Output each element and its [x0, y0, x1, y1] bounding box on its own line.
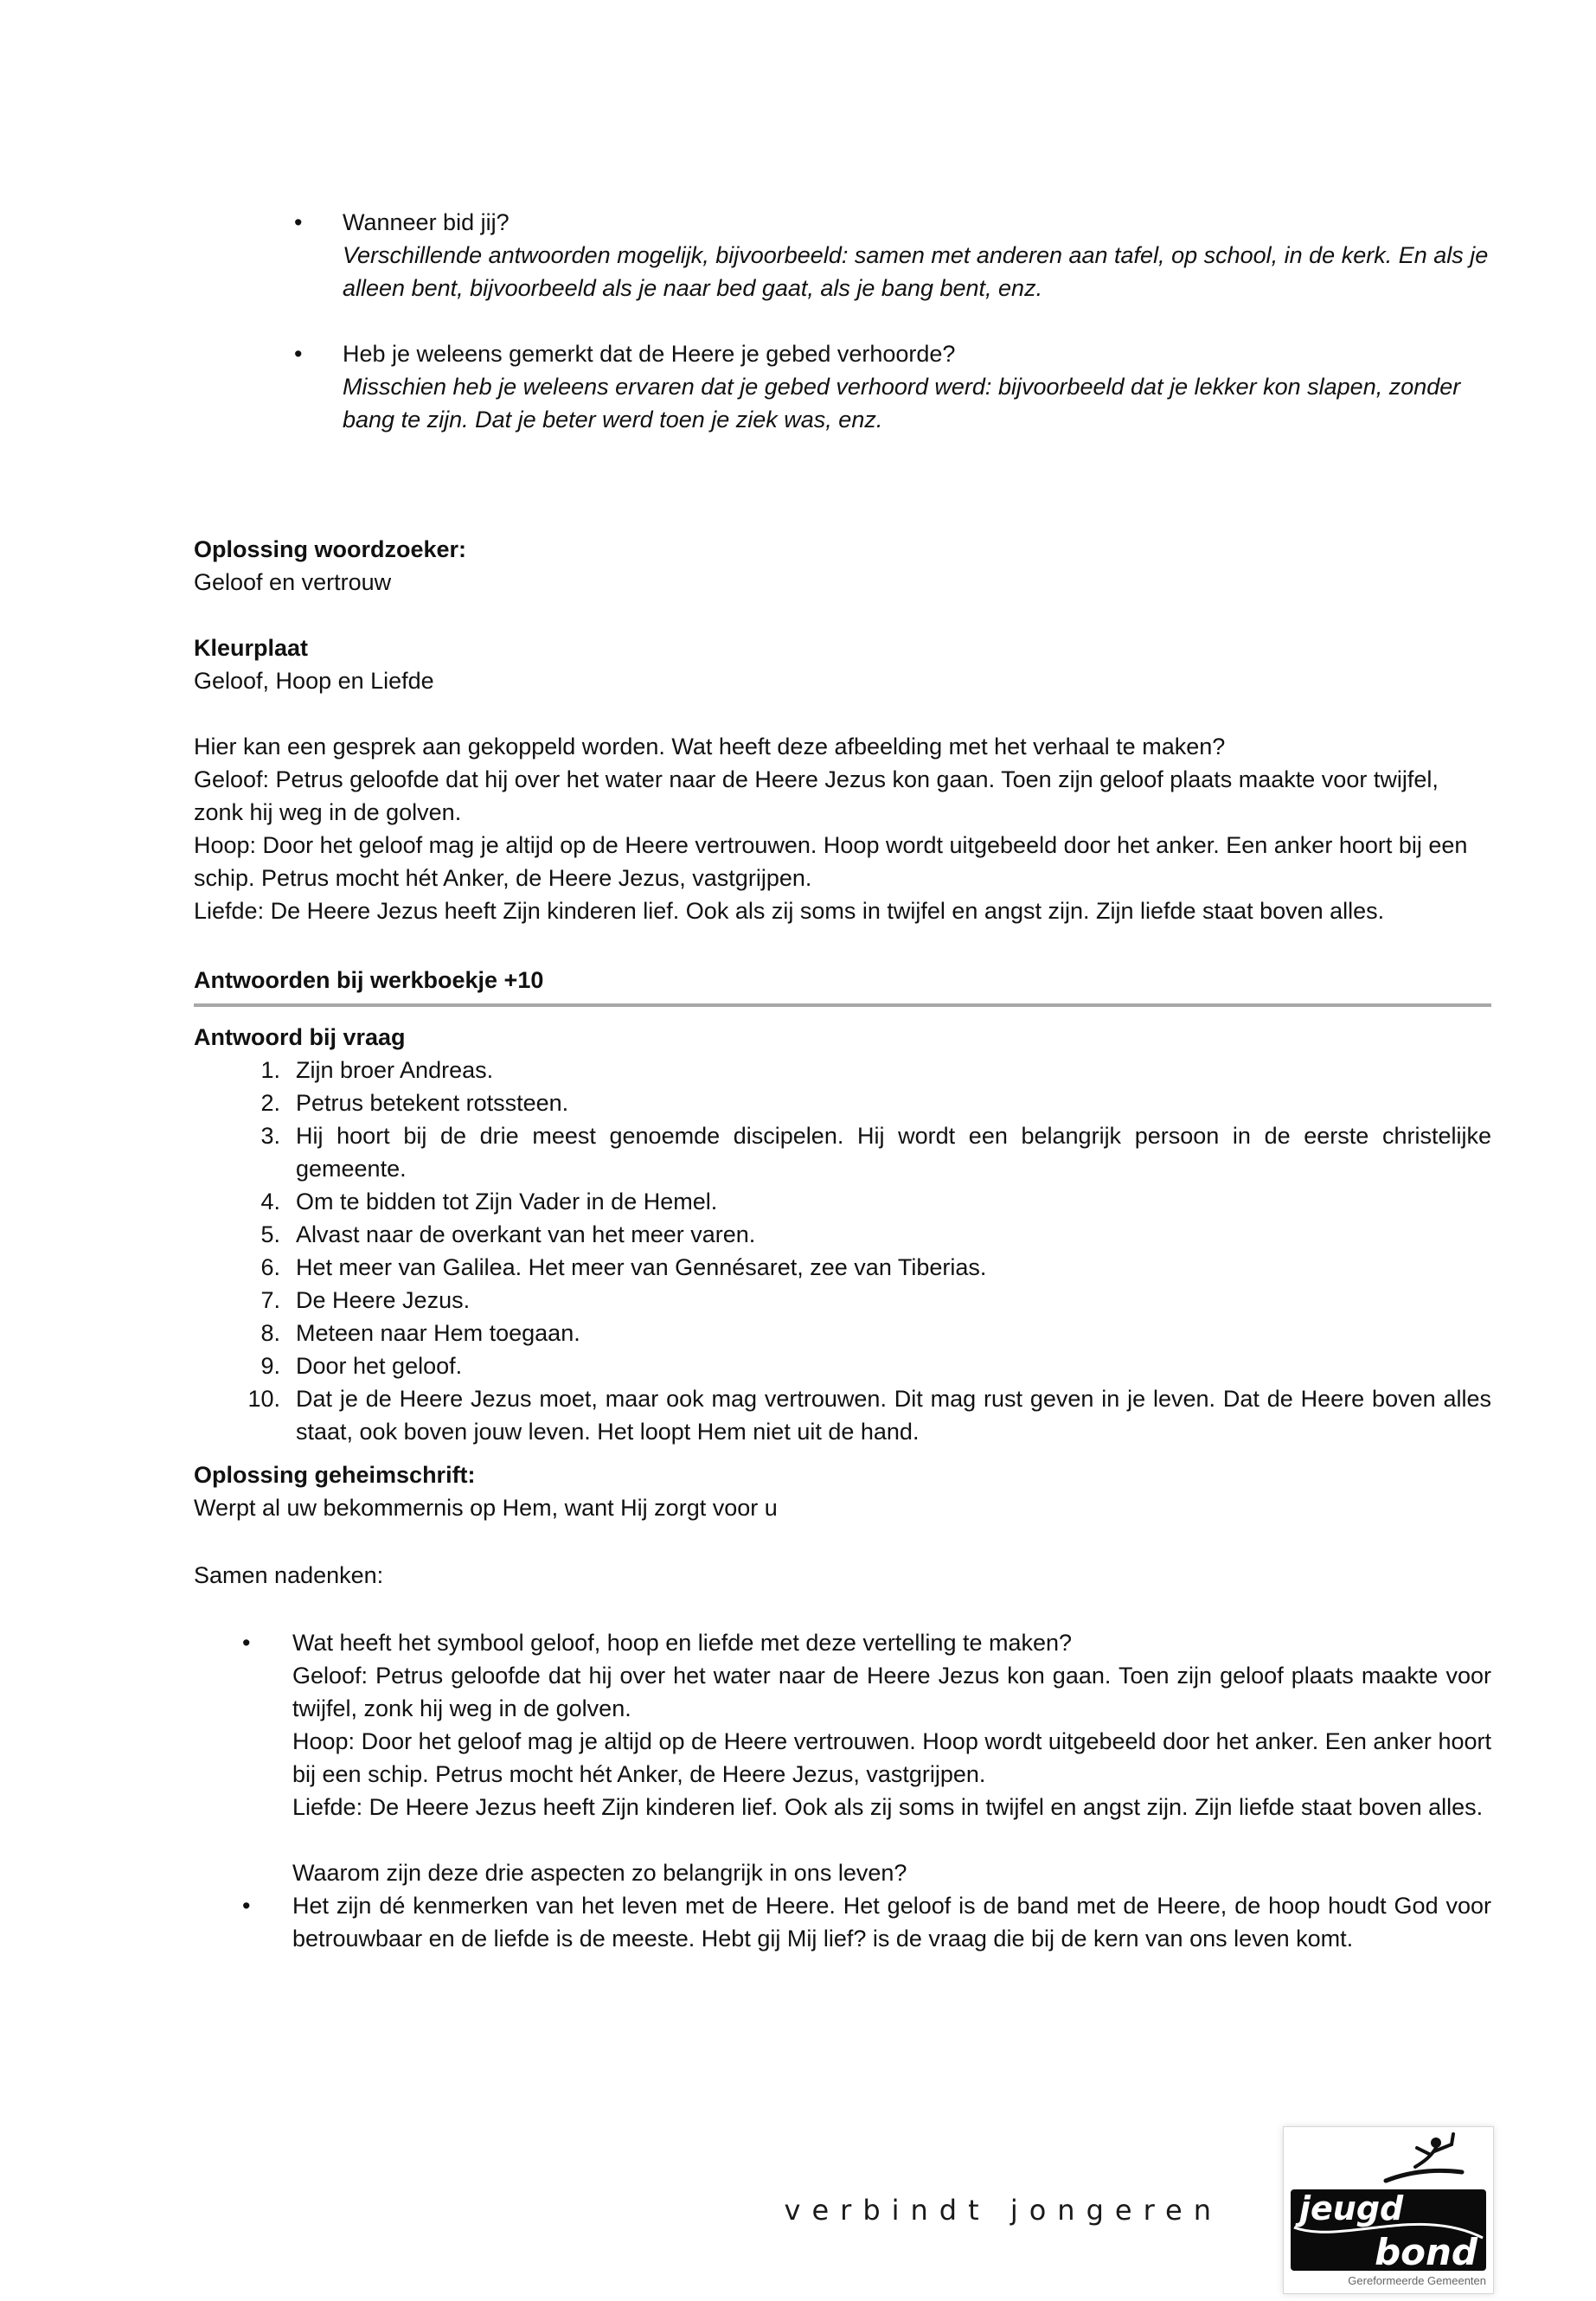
section-text: Werpt al uw bekommernis op Hem, want Hij zorgt voor u: [194, 1495, 778, 1521]
paragraph: Hoop: Door het geloof mag je altijd op de Heere vertrouwen. Hoop wordt uitgebeeld door het anker. Een anker hoort bij een schip. Petrus mocht hét Anker, de Heere Jezus, vastgrijpen.: [194, 832, 1468, 891]
tagline-text: verbindt jongeren: [784, 2194, 1222, 2227]
page-footer: [785, 2126, 1494, 2294]
section-geheimschrift: [194, 1458, 1491, 1524]
bullet-body: [292, 1626, 1491, 1823]
bullet-icon: •: [294, 209, 303, 235]
answer-item: [194, 1284, 1491, 1317]
divider-rule: [194, 1003, 1491, 1007]
model-answer-text: Misschien heb je weleens ervaren dat je gebed verhoord werd: bijvoorbeeld dat je lekker kon slapen, zonder bang te zijn. Dat je beter werd toen je ziek was, enz.: [343, 374, 1461, 433]
answer-number: 2.: [260, 1090, 280, 1116]
samen-nadenken-label: Samen nadenken:: [194, 1562, 384, 1588]
bullet-body: [292, 1889, 1491, 1955]
answer-item: [194, 1218, 1491, 1251]
section-antwoorden: [194, 1021, 1491, 1448]
answer-number: 8.: [260, 1320, 280, 1346]
answer-number: 4.: [260, 1189, 280, 1215]
answer-item: [194, 1251, 1491, 1284]
list-item: [294, 206, 1491, 304]
section-werkboekje: [194, 964, 1491, 1007]
answer-text: Het zijn dé kenmerken van het leven met de Heere. Het geloof is de band met de Heere, de hoop houdt God voor betrouwbaar en de liefde is de meeste. Hebt gij Mij lief? is de vraag die bij de kern van ons leven komt.: [292, 1893, 1491, 1952]
section-heading: Oplossing geheimschrift:: [194, 1462, 476, 1488]
answer-text: Door het geloof.: [296, 1353, 463, 1379]
paragraph: Liefde: De Heere Jezus heeft Zijn kinderen lief. Ook als zij soms in twijfel en angst zijn. Zijn liefde staat boven alles.: [194, 898, 1385, 924]
answer-item: [194, 1185, 1491, 1218]
answer-line: Geloof: Petrus geloofde dat hij over het water naar de Heere Jezus kon gaan. Toen zijn geloof plaats maakte voor twijfel, zonk hij weg in de golven.: [292, 1663, 1491, 1721]
answer-item: [194, 1317, 1491, 1349]
logo-subtext: Gereformeerde Gemeenten: [1348, 2274, 1486, 2287]
question-text: Heb je weleens gemerkt dat de Heere je gebed verhoorde?: [343, 341, 956, 367]
answer-item: [194, 1349, 1491, 1382]
paragraph: Geloof: Petrus geloofde dat hij over het water naar de Heere Jezus kon gaan. Toen zijn geloof plaats maakte voor twijfel, zonk hij weg in de golven.: [194, 766, 1439, 825]
section-woordzoeker: [194, 533, 1491, 599]
interlude-question: Waarom zijn deze drie aspecten zo belangrijk in ons leven?: [292, 1860, 907, 1886]
question-text: Wanneer bid jij?: [343, 209, 510, 235]
kleurplaat-discussion: [194, 730, 1491, 927]
section-heading: Kleurplaat: [194, 635, 309, 661]
list-item: [294, 337, 1491, 436]
bullet-icon: •: [242, 1893, 251, 1919]
numbered-answer-list: [194, 1054, 1491, 1448]
answer-text: Petrus betekent rotssteen.: [296, 1090, 569, 1116]
answer-item: [194, 1382, 1491, 1448]
question-text: Wat heeft het symbool geloof, hoop en liefde met deze vertelling te maken?: [292, 1630, 1073, 1656]
bullet-icon: •: [294, 341, 303, 367]
logo-text-bond: bond: [1375, 2231, 1477, 2271]
section-text: Geloof en vertrouw: [194, 569, 392, 595]
skier-figure-icon: [1356, 2132, 1486, 2188]
intro-bullet-list: [194, 206, 1491, 436]
answer-number: 9.: [260, 1353, 280, 1379]
answer-text: De Heere Jezus.: [296, 1287, 471, 1313]
list-item: [242, 1889, 1491, 1955]
answer-item: [194, 1086, 1491, 1119]
answer-text: Alvast naar de overkant van het meer varen.: [296, 1221, 756, 1247]
answer-number: 1.: [260, 1057, 280, 1083]
bullet-icon: •: [242, 1630, 251, 1656]
answer-line: Liefde: De Heere Jezus heeft Zijn kinderen lief. Ook als zij soms in twijfel en angst zijn. Zijn liefde staat boven alles.: [292, 1794, 1484, 1820]
list-item: [242, 1626, 1491, 1823]
logo-text-jeugd: jeugd: [1299, 2189, 1404, 2227]
answer-text: Dat je de Heere Jezus moet, maar ook mag vertrouwen. Dit mag rust geven in je leven. Dat de Heere boven alles staat, ook boven jouw leven. Het loopt Hem niet uit de hand.: [296, 1386, 1491, 1445]
answer-number: 3.: [260, 1123, 280, 1149]
bullet-body: [343, 206, 1491, 304]
answer-text: Het meer van Galilea. Het meer van Gennésaret, zee van Tiberias.: [296, 1254, 987, 1280]
bullet-body: [343, 337, 1491, 436]
answer-number: 7.: [260, 1287, 280, 1313]
paragraph: Hier kan een gesprek aan gekoppeld worden. Wat heeft deze afbeelding met het verhaal te maken?: [194, 734, 1226, 760]
logo-wordmark: [1291, 2189, 1486, 2271]
answer-number: 10.: [247, 1386, 280, 1412]
answer-text: Zijn broer Andreas.: [296, 1057, 494, 1083]
section-heading: Antwoorden bij werkboekje +10: [194, 967, 544, 993]
answer-number: 6.: [260, 1254, 280, 1280]
jeugdbond-logo: [1283, 2126, 1494, 2294]
answer-text: Om te bidden tot Zijn Vader in de Hemel.: [296, 1189, 718, 1215]
answer-number: 5.: [260, 1221, 280, 1247]
section-kleurplaat: [194, 631, 1491, 697]
section-samen-nadenken: [194, 1626, 1491, 1955]
section-text: Geloof, Hoop en Liefde: [194, 668, 434, 694]
section-heading: Antwoord bij vraag: [194, 1024, 406, 1050]
answer-text: Meteen naar Hem toegaan.: [296, 1320, 580, 1346]
answer-item: [194, 1119, 1491, 1185]
section-heading: Oplossing woordzoeker:: [194, 536, 467, 562]
model-answer-text: Verschillende antwoorden mogelijk, bijvoorbeeld: samen met anderen aan tafel, op school, in de kerk. En als je alleen bent, bijvoorbeeld als je naar bed gaat, als je bang bent, enz.: [343, 242, 1489, 301]
answer-line: Hoop: Door het geloof mag je altijd op de Heere vertrouwen. Hoop wordt uitgebeeld door het anker. Een anker hoort bij een schip. Petrus mocht hét Anker, de Heere Jezus, vastgrijpen.: [292, 1728, 1491, 1787]
answer-text: Hij hoort bij de drie meest genoemde discipelen. Hij wordt een belangrijk persoon in de eerste christelijke gemeente.: [296, 1123, 1491, 1182]
answer-item: [194, 1054, 1491, 1086]
